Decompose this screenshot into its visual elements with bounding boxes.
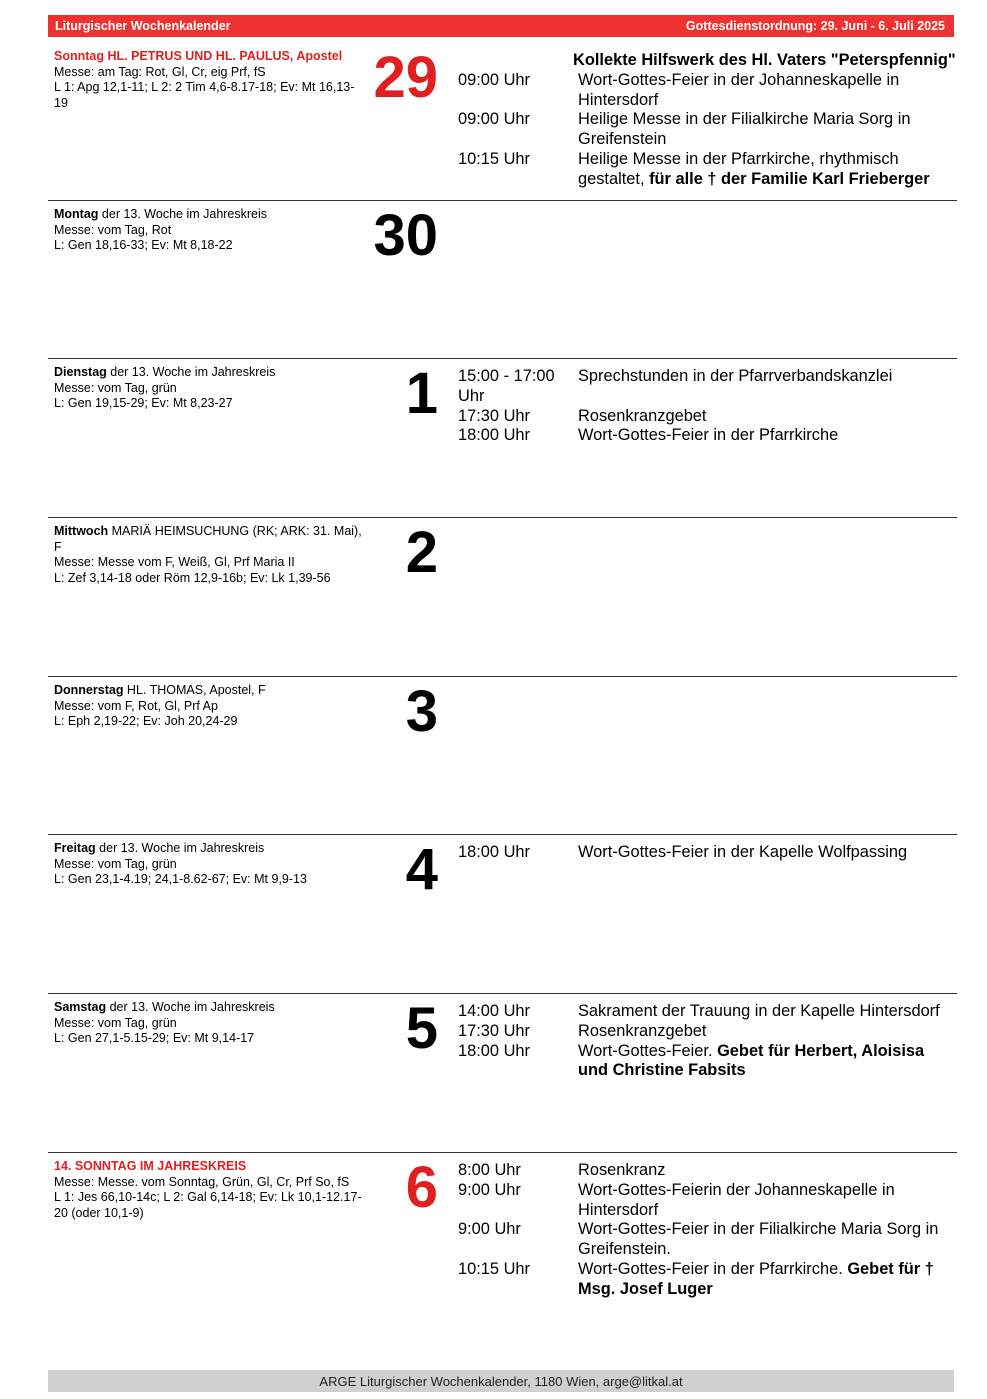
event-description-text: Wort-Gottes-Feier in der Filialkirche Maria Sorg in Greifenstein. bbox=[578, 1220, 939, 1259]
event-description bbox=[578, 150, 956, 190]
day-entry bbox=[48, 676, 957, 834]
day-liturgy-info bbox=[54, 207, 364, 254]
event-description bbox=[578, 1260, 956, 1300]
event-row bbox=[458, 843, 956, 863]
event-row bbox=[458, 1181, 956, 1221]
event-row bbox=[458, 1002, 956, 1022]
event-intention: für alle † der Familie Karl Frieberger bbox=[649, 169, 930, 188]
day-title-bold: Montag bbox=[54, 207, 99, 221]
footer-text: ARGE Liturgischer Wochenkalender, 1180 Wien, arge@litkal.at bbox=[319, 1373, 683, 1389]
event-description bbox=[578, 1181, 956, 1221]
day-title-rest: MARIÄ HEIMSUCHUNG (RK; ARK: 31. Mai), F bbox=[54, 524, 362, 554]
event-description bbox=[578, 367, 956, 407]
day-number: 3 bbox=[405, 679, 438, 744]
header-bar bbox=[48, 15, 954, 37]
day-liturgy-info bbox=[54, 365, 364, 412]
collection-heading: Kollekte Hilfswerk des Hl. Vaters "Peterspfennig" bbox=[573, 51, 956, 69]
day-entry bbox=[48, 43, 957, 201]
day-number: 2 bbox=[405, 520, 438, 585]
event-time: 9:00 Uhr bbox=[458, 1220, 521, 1239]
event-description-text: Wort-Gottes-Feier in der Pfarrkirche. bbox=[578, 1259, 848, 1278]
event-intention: Gebet für † Msg. Josef Luger bbox=[578, 1259, 934, 1298]
liturgy-line: L: Gen 27,1-5.15-29; Ev: Mt 9,14-17 bbox=[54, 1031, 255, 1045]
liturgy-line: Messe: Messe. vom Sonntag, Grün, Gl, Cr, Prf So, fS bbox=[54, 1174, 350, 1189]
day-entry bbox=[48, 358, 957, 516]
event-time: 09:00 Uhr bbox=[458, 110, 530, 129]
event-description bbox=[578, 843, 956, 863]
event-description-text: Wort-Gottes-Feierin der Johanneskapelle in Hintersdorf bbox=[578, 1180, 895, 1219]
day-liturgy-info bbox=[54, 841, 364, 888]
day-liturgy-info bbox=[54, 49, 364, 111]
liturgy-line: L: Zef 3,14-18 oder Röm 12,9-16b; Ev: Lk 1,39-56 bbox=[54, 570, 331, 585]
event-description bbox=[578, 71, 956, 111]
event-list bbox=[458, 843, 956, 863]
event-description bbox=[578, 426, 956, 446]
day-title bbox=[54, 524, 364, 555]
liturgy-line: Messe: am Tag: Rot, Gl, Cr, eig Prf, fS bbox=[54, 64, 266, 79]
event-description-text: Wort-Gottes-Feier in der Johanneskapelle in Hintersdorf bbox=[578, 70, 900, 109]
day-title-bold: Donnerstag bbox=[54, 683, 124, 697]
event-time: 18:00 Uhr bbox=[458, 426, 530, 445]
event-row bbox=[458, 71, 956, 111]
liturgy-line: Messe: vom Tag, grün bbox=[54, 380, 177, 395]
day-title-bold: Samstag bbox=[54, 1000, 107, 1014]
day-entry bbox=[48, 834, 957, 992]
footer bbox=[48, 1370, 954, 1392]
event-row bbox=[458, 367, 956, 407]
day-title-bold: Sonntag HL. PETRUS UND HL. PAULUS, Apostel bbox=[54, 49, 343, 63]
day-entry bbox=[48, 200, 957, 358]
event-description-text: Wort-Gottes-Feier. bbox=[578, 1041, 718, 1060]
day-entry bbox=[48, 993, 957, 1151]
event-description-text: Sakrament der Trauung in der Kapelle Hintersdorf bbox=[578, 1002, 940, 1020]
day-title bbox=[54, 1000, 364, 1016]
event-list bbox=[458, 51, 956, 190]
event-list bbox=[458, 1002, 956, 1081]
liturgy-line: Messe: vom Tag, Rot bbox=[54, 222, 172, 237]
day-number: 1 bbox=[405, 361, 438, 426]
day-title-rest: HL. THOMAS, Apostel, F bbox=[123, 683, 266, 697]
event-list bbox=[458, 367, 956, 446]
liturgy-line: L: Gen 19,15-29; Ev: Mt 8,23-27 bbox=[54, 396, 233, 410]
event-description bbox=[578, 1042, 956, 1082]
event-description-text: Rosenkranzgebet bbox=[578, 406, 707, 425]
liturgy-line: Messe: vom Tag, grün bbox=[54, 1015, 177, 1030]
day-number: 5 bbox=[405, 996, 438, 1061]
event-row bbox=[458, 426, 956, 446]
liturgy-line: Messe: vom Tag, grün bbox=[54, 856, 177, 871]
event-description bbox=[578, 1161, 956, 1181]
event-row bbox=[458, 1161, 956, 1181]
liturgy-line: L: Eph 2,19-22; Ev: Joh 20,24-29 bbox=[54, 714, 238, 728]
day-title-bold: Mittwoch bbox=[54, 524, 109, 538]
day-title-rest: der 13. Woche im Jahreskreis bbox=[98, 207, 268, 221]
event-row bbox=[458, 150, 956, 190]
day-title-bold: 14. SONNTAG IM JAHRESKREIS bbox=[54, 1159, 247, 1173]
event-row bbox=[458, 1042, 956, 1082]
day-liturgy-info bbox=[54, 1000, 364, 1047]
event-description-text: Rosenkranz bbox=[578, 1161, 666, 1179]
day-title-rest: der 13. Woche im Jahreskreis bbox=[95, 841, 265, 855]
event-time: 14:00 Uhr bbox=[458, 1002, 530, 1020]
event-intention: Gebet für Herbert, Aloisisa und Christine Fabsits bbox=[578, 1041, 925, 1080]
event-row bbox=[458, 110, 956, 150]
day-liturgy-info bbox=[54, 524, 364, 586]
event-row bbox=[458, 1260, 956, 1300]
event-description bbox=[578, 110, 956, 150]
event-description bbox=[578, 1220, 956, 1260]
header-title: Liturgischer Wochenkalender bbox=[55, 19, 231, 33]
event-description bbox=[578, 1002, 956, 1022]
header-date-range: Gottesdienstordnung: 29. Juni - 6. Juli 2025 bbox=[685, 19, 945, 33]
day-title-rest: der 13. Woche im Jahreskreis bbox=[106, 365, 276, 379]
event-row bbox=[458, 407, 956, 427]
day-entry bbox=[48, 1152, 957, 1310]
event-time: 18:00 Uhr bbox=[458, 1041, 530, 1060]
event-time: 09:00 Uhr bbox=[458, 70, 530, 89]
event-row bbox=[458, 1220, 956, 1260]
day-entry bbox=[48, 517, 957, 675]
liturgy-line: L: Gen 23,1-4.19; 24,1-8.62-67; Ev: Mt 9,9-13 bbox=[54, 872, 307, 886]
event-description-text: Heilige Messe in der Pfarrkirche, rhythmisch gestaltet, bbox=[578, 149, 899, 188]
day-number: 29 bbox=[373, 45, 438, 110]
liturgy-line: L 1: Jes 66,10-14c; L 2: Gal 6,14-18; Ev: Lk 10,1-12.17-20 (oder 10,1-9) bbox=[54, 1190, 362, 1220]
day-title-bold: Dienstag bbox=[54, 365, 107, 379]
day-number: 6 bbox=[405, 1155, 438, 1220]
liturgy-line: Messe: vom F, Rot, Gl, Prf Ap bbox=[54, 698, 218, 713]
liturgy-line: Messe: Messe vom F, Weiß, Gl, Prf Maria II bbox=[54, 555, 295, 569]
event-row bbox=[458, 1022, 956, 1042]
event-time: 10:15 Uhr bbox=[458, 149, 530, 168]
event-time: 8:00 Uhr bbox=[458, 1161, 521, 1179]
event-description-text: Wort-Gottes-Feier in der Kapelle Wolfpassing bbox=[578, 843, 908, 861]
event-description bbox=[578, 407, 956, 427]
event-time: 18:00 Uhr bbox=[458, 843, 530, 861]
event-time: 17:30 Uhr bbox=[458, 406, 530, 425]
event-list bbox=[458, 1161, 956, 1300]
day-liturgy-info bbox=[54, 683, 364, 730]
day-number: 30 bbox=[373, 203, 438, 268]
event-time: 15:00 - 17:00 Uhr bbox=[458, 367, 555, 405]
day-title bbox=[54, 841, 364, 857]
event-description-text: Wort-Gottes-Feier in der Pfarrkirche bbox=[578, 426, 839, 445]
liturgy-line: L 1: Apg 12,1-11; L 2: 2 Tim 4,6-8.17-18; Ev: Mt 16,13-19 bbox=[54, 80, 355, 110]
event-description-text: Sprechstunden in der Pfarrverbandskanzlei bbox=[578, 367, 893, 385]
day-title-bold: Freitag bbox=[54, 841, 96, 855]
liturgy-line: L: Gen 18,16-33; Ev: Mt 8,18-22 bbox=[54, 238, 233, 252]
day-title-rest: der 13. Woche im Jahreskreis bbox=[106, 1000, 275, 1014]
day-number: 4 bbox=[405, 837, 438, 902]
event-description-text: Heilige Messe in der Filialkirche Maria Sorg in Greifenstein bbox=[578, 110, 911, 149]
event-time: 9:00 Uhr bbox=[458, 1180, 521, 1199]
event-description-text: Rosenkranzgebet bbox=[578, 1021, 707, 1040]
event-time: 17:30 Uhr bbox=[458, 1021, 530, 1040]
day-title bbox=[54, 365, 364, 381]
day-title bbox=[54, 1159, 364, 1175]
day-title bbox=[54, 683, 364, 699]
event-time: 10:15 Uhr bbox=[458, 1259, 530, 1278]
day-title bbox=[54, 49, 364, 65]
day-title bbox=[54, 207, 364, 223]
day-liturgy-info bbox=[54, 1159, 364, 1221]
event-description bbox=[578, 1022, 956, 1042]
